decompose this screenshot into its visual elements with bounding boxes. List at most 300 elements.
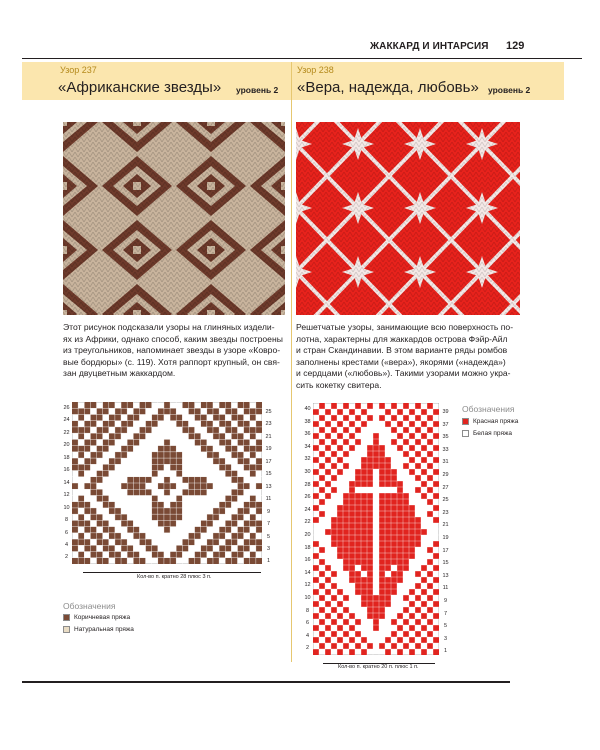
chart-cell bbox=[127, 446, 133, 452]
chart-cell bbox=[391, 547, 397, 553]
chart-cell bbox=[337, 529, 343, 535]
chart-cell bbox=[391, 469, 397, 475]
chart-cell bbox=[343, 553, 349, 559]
chart-cell bbox=[325, 421, 331, 427]
chart-cell bbox=[337, 589, 343, 595]
chart-cell bbox=[231, 471, 237, 477]
chart-cell bbox=[385, 541, 391, 547]
chart-row-number: 2 bbox=[64, 554, 69, 561]
chart-cell bbox=[139, 483, 145, 489]
chart-cell bbox=[158, 458, 164, 464]
chart-cell bbox=[207, 446, 213, 452]
chart-cell bbox=[121, 520, 127, 526]
chart-cell bbox=[152, 514, 158, 520]
chart-cell bbox=[195, 433, 201, 439]
chart-cell bbox=[133, 414, 139, 420]
chart-cell bbox=[170, 464, 176, 470]
chart-cell bbox=[72, 483, 78, 489]
chart-cell bbox=[139, 558, 145, 564]
chart-cell bbox=[433, 505, 439, 511]
chart-cell bbox=[146, 402, 152, 408]
chart-row-number: 17 bbox=[265, 458, 272, 465]
chart-row-number: 35 bbox=[442, 434, 449, 441]
chart-cell bbox=[207, 558, 213, 564]
chart-cell bbox=[355, 547, 361, 553]
chart-cell bbox=[195, 439, 201, 445]
chart-cell bbox=[433, 601, 439, 607]
right-description bbox=[296, 322, 526, 392]
chart-cell bbox=[313, 457, 319, 463]
chart-cell bbox=[188, 539, 194, 545]
chart-cell bbox=[409, 445, 415, 451]
chart-cell bbox=[403, 493, 409, 499]
chart-cell bbox=[225, 439, 231, 445]
chart-cell bbox=[403, 403, 409, 409]
chart-cell bbox=[325, 613, 331, 619]
chart-cell bbox=[325, 445, 331, 451]
chart-cell bbox=[367, 415, 373, 421]
chart-cell bbox=[367, 529, 373, 535]
white-swatch bbox=[462, 430, 469, 437]
chart-cell bbox=[331, 607, 337, 613]
chart-cell bbox=[244, 527, 250, 533]
chart-cell bbox=[231, 489, 237, 495]
chart-row-number: 19 bbox=[442, 534, 449, 541]
chart-cell bbox=[313, 409, 319, 415]
chart-cell bbox=[373, 601, 379, 607]
chart-cell bbox=[164, 402, 170, 408]
chart-cell bbox=[121, 558, 127, 564]
chart-cell bbox=[433, 517, 439, 523]
chart-cell bbox=[237, 545, 243, 551]
chart-row-number: 4 bbox=[305, 632, 310, 639]
right-description-line: заполнены крестами («вера»), якорями («надежда») bbox=[296, 356, 506, 367]
chart-cell bbox=[121, 514, 127, 520]
chart-cell bbox=[409, 505, 415, 511]
chart-cell bbox=[313, 625, 319, 631]
chart-cell bbox=[164, 458, 170, 464]
chart-cell bbox=[158, 408, 164, 414]
chart-cell bbox=[325, 469, 331, 475]
chart-cell bbox=[379, 499, 385, 505]
chart-cell bbox=[231, 446, 237, 452]
chart-cell bbox=[115, 539, 121, 545]
chart-cell bbox=[415, 523, 421, 529]
chart-cell bbox=[78, 433, 84, 439]
chart-cell bbox=[337, 511, 343, 517]
chart-cell bbox=[256, 558, 262, 564]
chart-cell bbox=[343, 631, 349, 637]
chart-cell bbox=[152, 552, 158, 558]
chart-cell bbox=[409, 469, 415, 475]
chart-cell bbox=[231, 495, 237, 501]
chart-cell bbox=[244, 408, 250, 414]
chart-cell bbox=[219, 402, 225, 408]
chart-cell bbox=[225, 520, 231, 526]
chart-cell bbox=[115, 508, 121, 514]
chart-cell bbox=[250, 446, 256, 452]
chart-cell bbox=[115, 427, 121, 433]
chart-cell bbox=[397, 523, 403, 529]
chart-cell bbox=[343, 565, 349, 571]
chart-cell bbox=[133, 527, 139, 533]
chart-cell bbox=[84, 527, 90, 533]
chart-cell bbox=[391, 529, 397, 535]
chart-row-number: 25 bbox=[265, 409, 272, 415]
chart-row-number: 19 bbox=[265, 446, 272, 453]
chart-cell bbox=[421, 589, 427, 595]
chart-cell bbox=[133, 558, 139, 564]
chart-cell bbox=[170, 452, 176, 458]
chart-cell bbox=[385, 469, 391, 475]
chart-cell bbox=[349, 571, 355, 577]
chart-cell bbox=[361, 505, 367, 511]
chart-row-number: 7 bbox=[266, 521, 271, 528]
page-number: 129 bbox=[506, 40, 525, 52]
chart-cell bbox=[397, 517, 403, 523]
chart-row-number: 6 bbox=[305, 620, 310, 627]
chart-cell bbox=[231, 477, 237, 483]
chart-cell bbox=[72, 421, 78, 427]
chart-cell bbox=[139, 489, 145, 495]
chart-cell bbox=[170, 502, 176, 508]
chart-cell bbox=[409, 649, 415, 655]
chart-row-number: 31 bbox=[442, 459, 449, 466]
chart-cell bbox=[379, 451, 385, 457]
chart-row-number: 20 bbox=[304, 531, 311, 538]
chart-cell bbox=[379, 403, 385, 409]
chart-cell bbox=[231, 539, 237, 545]
chart-cell bbox=[115, 414, 121, 420]
chart-cell bbox=[121, 427, 127, 433]
chart-cell bbox=[121, 483, 127, 489]
chart-cell bbox=[319, 583, 325, 589]
chart-cell bbox=[403, 523, 409, 529]
chart-row-number: 7 bbox=[443, 610, 448, 617]
chart-row-number: 14 bbox=[63, 479, 70, 486]
chart-cell bbox=[343, 619, 349, 625]
chart-cell bbox=[231, 452, 237, 458]
chart-cell bbox=[109, 552, 115, 558]
chart-cell bbox=[231, 552, 237, 558]
chart-cell bbox=[361, 409, 367, 415]
chart-cell bbox=[433, 493, 439, 499]
chart-cell bbox=[373, 607, 379, 613]
chart-cell bbox=[361, 553, 367, 559]
chart-cell bbox=[361, 529, 367, 535]
chart-cell bbox=[367, 499, 373, 505]
chart-cell bbox=[391, 523, 397, 529]
chart-cell bbox=[207, 545, 213, 551]
chart-cell bbox=[219, 433, 225, 439]
chart-cell bbox=[133, 552, 139, 558]
chart-cell bbox=[331, 415, 337, 421]
chart-cell bbox=[409, 529, 415, 535]
chart-cell bbox=[397, 565, 403, 571]
chart-cell bbox=[78, 408, 84, 414]
chart-cell bbox=[391, 403, 397, 409]
chart-cell bbox=[237, 433, 243, 439]
chart-cell bbox=[433, 409, 439, 415]
chart-cell bbox=[391, 517, 397, 523]
chart-cell bbox=[421, 613, 427, 619]
chart-cell bbox=[158, 552, 164, 558]
chart-cell bbox=[433, 625, 439, 631]
chart-cell bbox=[397, 529, 403, 535]
chart-cell bbox=[319, 595, 325, 601]
chart-cell bbox=[409, 613, 415, 619]
chart-cell bbox=[237, 533, 243, 539]
chart-row-number: 26 bbox=[304, 494, 311, 501]
chart-cell bbox=[367, 559, 373, 565]
chart-cell bbox=[349, 625, 355, 631]
chart-cell bbox=[84, 483, 90, 489]
chart-cell bbox=[201, 421, 207, 427]
chart-row-number: 8 bbox=[64, 517, 69, 524]
chart-cell bbox=[343, 499, 349, 505]
chart-cell bbox=[373, 619, 379, 625]
chart-row-number: 36 bbox=[304, 431, 311, 438]
chart-cell bbox=[213, 558, 219, 564]
chart-cell bbox=[133, 433, 139, 439]
chart-cell bbox=[361, 517, 367, 523]
chart-cell bbox=[355, 571, 361, 577]
chart-cell bbox=[409, 421, 415, 427]
chart-cell bbox=[127, 439, 133, 445]
chart-cell bbox=[421, 529, 427, 535]
chart-cell bbox=[367, 457, 373, 463]
chart-cell bbox=[152, 502, 158, 508]
chart-cell bbox=[337, 469, 343, 475]
chart-cell bbox=[201, 483, 207, 489]
chart-cell bbox=[397, 649, 403, 655]
chart-cell bbox=[319, 403, 325, 409]
chart-cell bbox=[415, 571, 421, 577]
chart-cell bbox=[331, 517, 337, 523]
chart-cell bbox=[127, 545, 133, 551]
chart-cell bbox=[207, 452, 213, 458]
chart-cell bbox=[349, 565, 355, 571]
left-description-line: вые бордюры» (с. 119). Хотя раппорт крупный, он свя- bbox=[63, 356, 280, 367]
chart-cell bbox=[385, 499, 391, 505]
chart-cell bbox=[72, 427, 78, 433]
chart-cell bbox=[170, 558, 176, 564]
chart-cell bbox=[385, 583, 391, 589]
chart-row-number: 15 bbox=[265, 471, 272, 478]
chart-cell bbox=[207, 514, 213, 520]
chart-cell bbox=[433, 541, 439, 547]
chart-cell bbox=[367, 565, 373, 571]
chart-cell bbox=[225, 446, 231, 452]
chart-cell bbox=[367, 583, 373, 589]
chart-cell bbox=[319, 427, 325, 433]
chart-cell bbox=[231, 558, 237, 564]
chart-cell bbox=[152, 464, 158, 470]
chart-cell bbox=[367, 523, 373, 529]
chart-cell bbox=[361, 583, 367, 589]
chart-cell bbox=[250, 433, 256, 439]
right-legend-label: Белая пряжа bbox=[473, 430, 512, 437]
right-legend-title: Обозначения bbox=[462, 404, 515, 414]
chart-cell bbox=[256, 502, 262, 508]
chart-cell bbox=[313, 601, 319, 607]
chart-row-number: 29 bbox=[442, 471, 449, 478]
chart-cell bbox=[313, 649, 319, 655]
chart-cell bbox=[78, 539, 84, 545]
chart-cell bbox=[415, 535, 421, 541]
chart-cell bbox=[207, 421, 213, 427]
chart-cell bbox=[325, 577, 331, 583]
chart-cell bbox=[188, 433, 194, 439]
chart-cell bbox=[343, 541, 349, 547]
chart-cell bbox=[237, 414, 243, 420]
left-legend-label: Натуральная пряжа bbox=[74, 626, 134, 633]
chart-cell bbox=[201, 446, 207, 452]
left-level: уровень 2 bbox=[236, 85, 279, 95]
chart-row-number: 30 bbox=[304, 468, 311, 475]
chart-cell bbox=[373, 451, 379, 457]
chart-cell bbox=[355, 535, 361, 541]
chart-cell bbox=[433, 613, 439, 619]
chart-cell bbox=[109, 414, 115, 420]
chart-cell bbox=[72, 408, 78, 414]
chart-cell bbox=[313, 577, 319, 583]
chart-cell bbox=[421, 469, 427, 475]
chart-cell bbox=[201, 477, 207, 483]
chart-cell bbox=[367, 613, 373, 619]
header-rule bbox=[22, 58, 582, 59]
chart-cell bbox=[237, 514, 243, 520]
chart-cell bbox=[409, 433, 415, 439]
chart-cell bbox=[325, 433, 331, 439]
chart-cell bbox=[331, 535, 337, 541]
chart-cell bbox=[256, 421, 262, 427]
chart-cell bbox=[343, 439, 349, 445]
chart-cell bbox=[415, 643, 421, 649]
chart-row-number: 14 bbox=[304, 569, 311, 576]
chart-cell bbox=[427, 439, 433, 445]
chart-cell bbox=[385, 517, 391, 523]
chart-cell bbox=[325, 589, 331, 595]
chart-cell bbox=[403, 427, 409, 433]
chart-cell bbox=[90, 477, 96, 483]
chart-cell bbox=[325, 481, 331, 487]
chart-cell bbox=[90, 545, 96, 551]
chart-cell bbox=[385, 475, 391, 481]
chart-cell bbox=[115, 408, 121, 414]
chart-cell bbox=[349, 523, 355, 529]
chart-cell bbox=[90, 433, 96, 439]
right-chart-row-numbers-odd bbox=[441, 406, 451, 658]
chart-cell bbox=[331, 583, 337, 589]
chart-cell bbox=[231, 408, 237, 414]
chart-cell bbox=[170, 414, 176, 420]
chart-cell bbox=[415, 517, 421, 523]
chart-cell bbox=[385, 565, 391, 571]
chart-cell bbox=[355, 475, 361, 481]
chart-cell bbox=[78, 464, 84, 470]
chart-cell bbox=[403, 439, 409, 445]
chart-cell bbox=[379, 463, 385, 469]
chart-cell bbox=[72, 527, 78, 533]
chart-cell bbox=[195, 414, 201, 420]
chart-cell bbox=[403, 517, 409, 523]
chart-cell bbox=[331, 475, 337, 481]
chart-cell bbox=[237, 489, 243, 495]
chart-cell bbox=[90, 414, 96, 420]
chart-cell bbox=[182, 477, 188, 483]
chart-cell bbox=[201, 489, 207, 495]
chart-cell bbox=[72, 508, 78, 514]
chart-cell bbox=[355, 553, 361, 559]
chart-cell bbox=[97, 471, 103, 477]
chart-cell bbox=[433, 577, 439, 583]
chart-cell bbox=[427, 511, 433, 517]
chart-cell bbox=[84, 421, 90, 427]
chart-cell bbox=[225, 495, 231, 501]
chart-cell bbox=[337, 553, 343, 559]
chart-cell bbox=[225, 502, 231, 508]
chart-cell bbox=[361, 493, 367, 499]
chart-row-number: 2 bbox=[305, 645, 310, 652]
chart-cell bbox=[176, 421, 182, 427]
chart-cell bbox=[90, 439, 96, 445]
chart-cell bbox=[231, 514, 237, 520]
chart-cell bbox=[361, 601, 367, 607]
chart-cell bbox=[78, 452, 84, 458]
chart-cell bbox=[337, 637, 343, 643]
chart-cell bbox=[250, 539, 256, 545]
chart-cell bbox=[176, 552, 182, 558]
chart-cell bbox=[427, 415, 433, 421]
chart-cell bbox=[415, 439, 421, 445]
chart-cell bbox=[415, 583, 421, 589]
chart-cell bbox=[170, 520, 176, 526]
chart-cell bbox=[361, 457, 367, 463]
chart-cell bbox=[355, 403, 361, 409]
chart-cell bbox=[421, 421, 427, 427]
chart-cell bbox=[176, 508, 182, 514]
chart-cell bbox=[78, 552, 84, 558]
chart-cell bbox=[313, 613, 319, 619]
chart-cell bbox=[78, 558, 84, 564]
chart-cell bbox=[97, 446, 103, 452]
chart-cell bbox=[379, 577, 385, 583]
chart-cell bbox=[103, 545, 109, 551]
chart-cell bbox=[188, 483, 194, 489]
chart-cell bbox=[379, 571, 385, 577]
chart-cell bbox=[188, 558, 194, 564]
chart-cell bbox=[72, 520, 78, 526]
left-description bbox=[63, 322, 287, 380]
chart-cell bbox=[367, 475, 373, 481]
chart-row-number: 37 bbox=[442, 421, 449, 428]
chart-cell bbox=[409, 625, 415, 631]
red-swatch bbox=[462, 418, 469, 425]
chart-cell bbox=[188, 533, 194, 539]
chart-cell bbox=[250, 502, 256, 508]
chart-cell bbox=[72, 402, 78, 408]
right-knitting-chart bbox=[313, 403, 439, 655]
chart-cell bbox=[97, 552, 103, 558]
column-divider bbox=[291, 62, 292, 662]
chart-cell bbox=[367, 553, 373, 559]
chart-cell bbox=[397, 625, 403, 631]
chart-cell bbox=[219, 502, 225, 508]
chart-cell bbox=[403, 595, 409, 601]
chart-cell bbox=[158, 414, 164, 420]
chart-cell bbox=[201, 439, 207, 445]
